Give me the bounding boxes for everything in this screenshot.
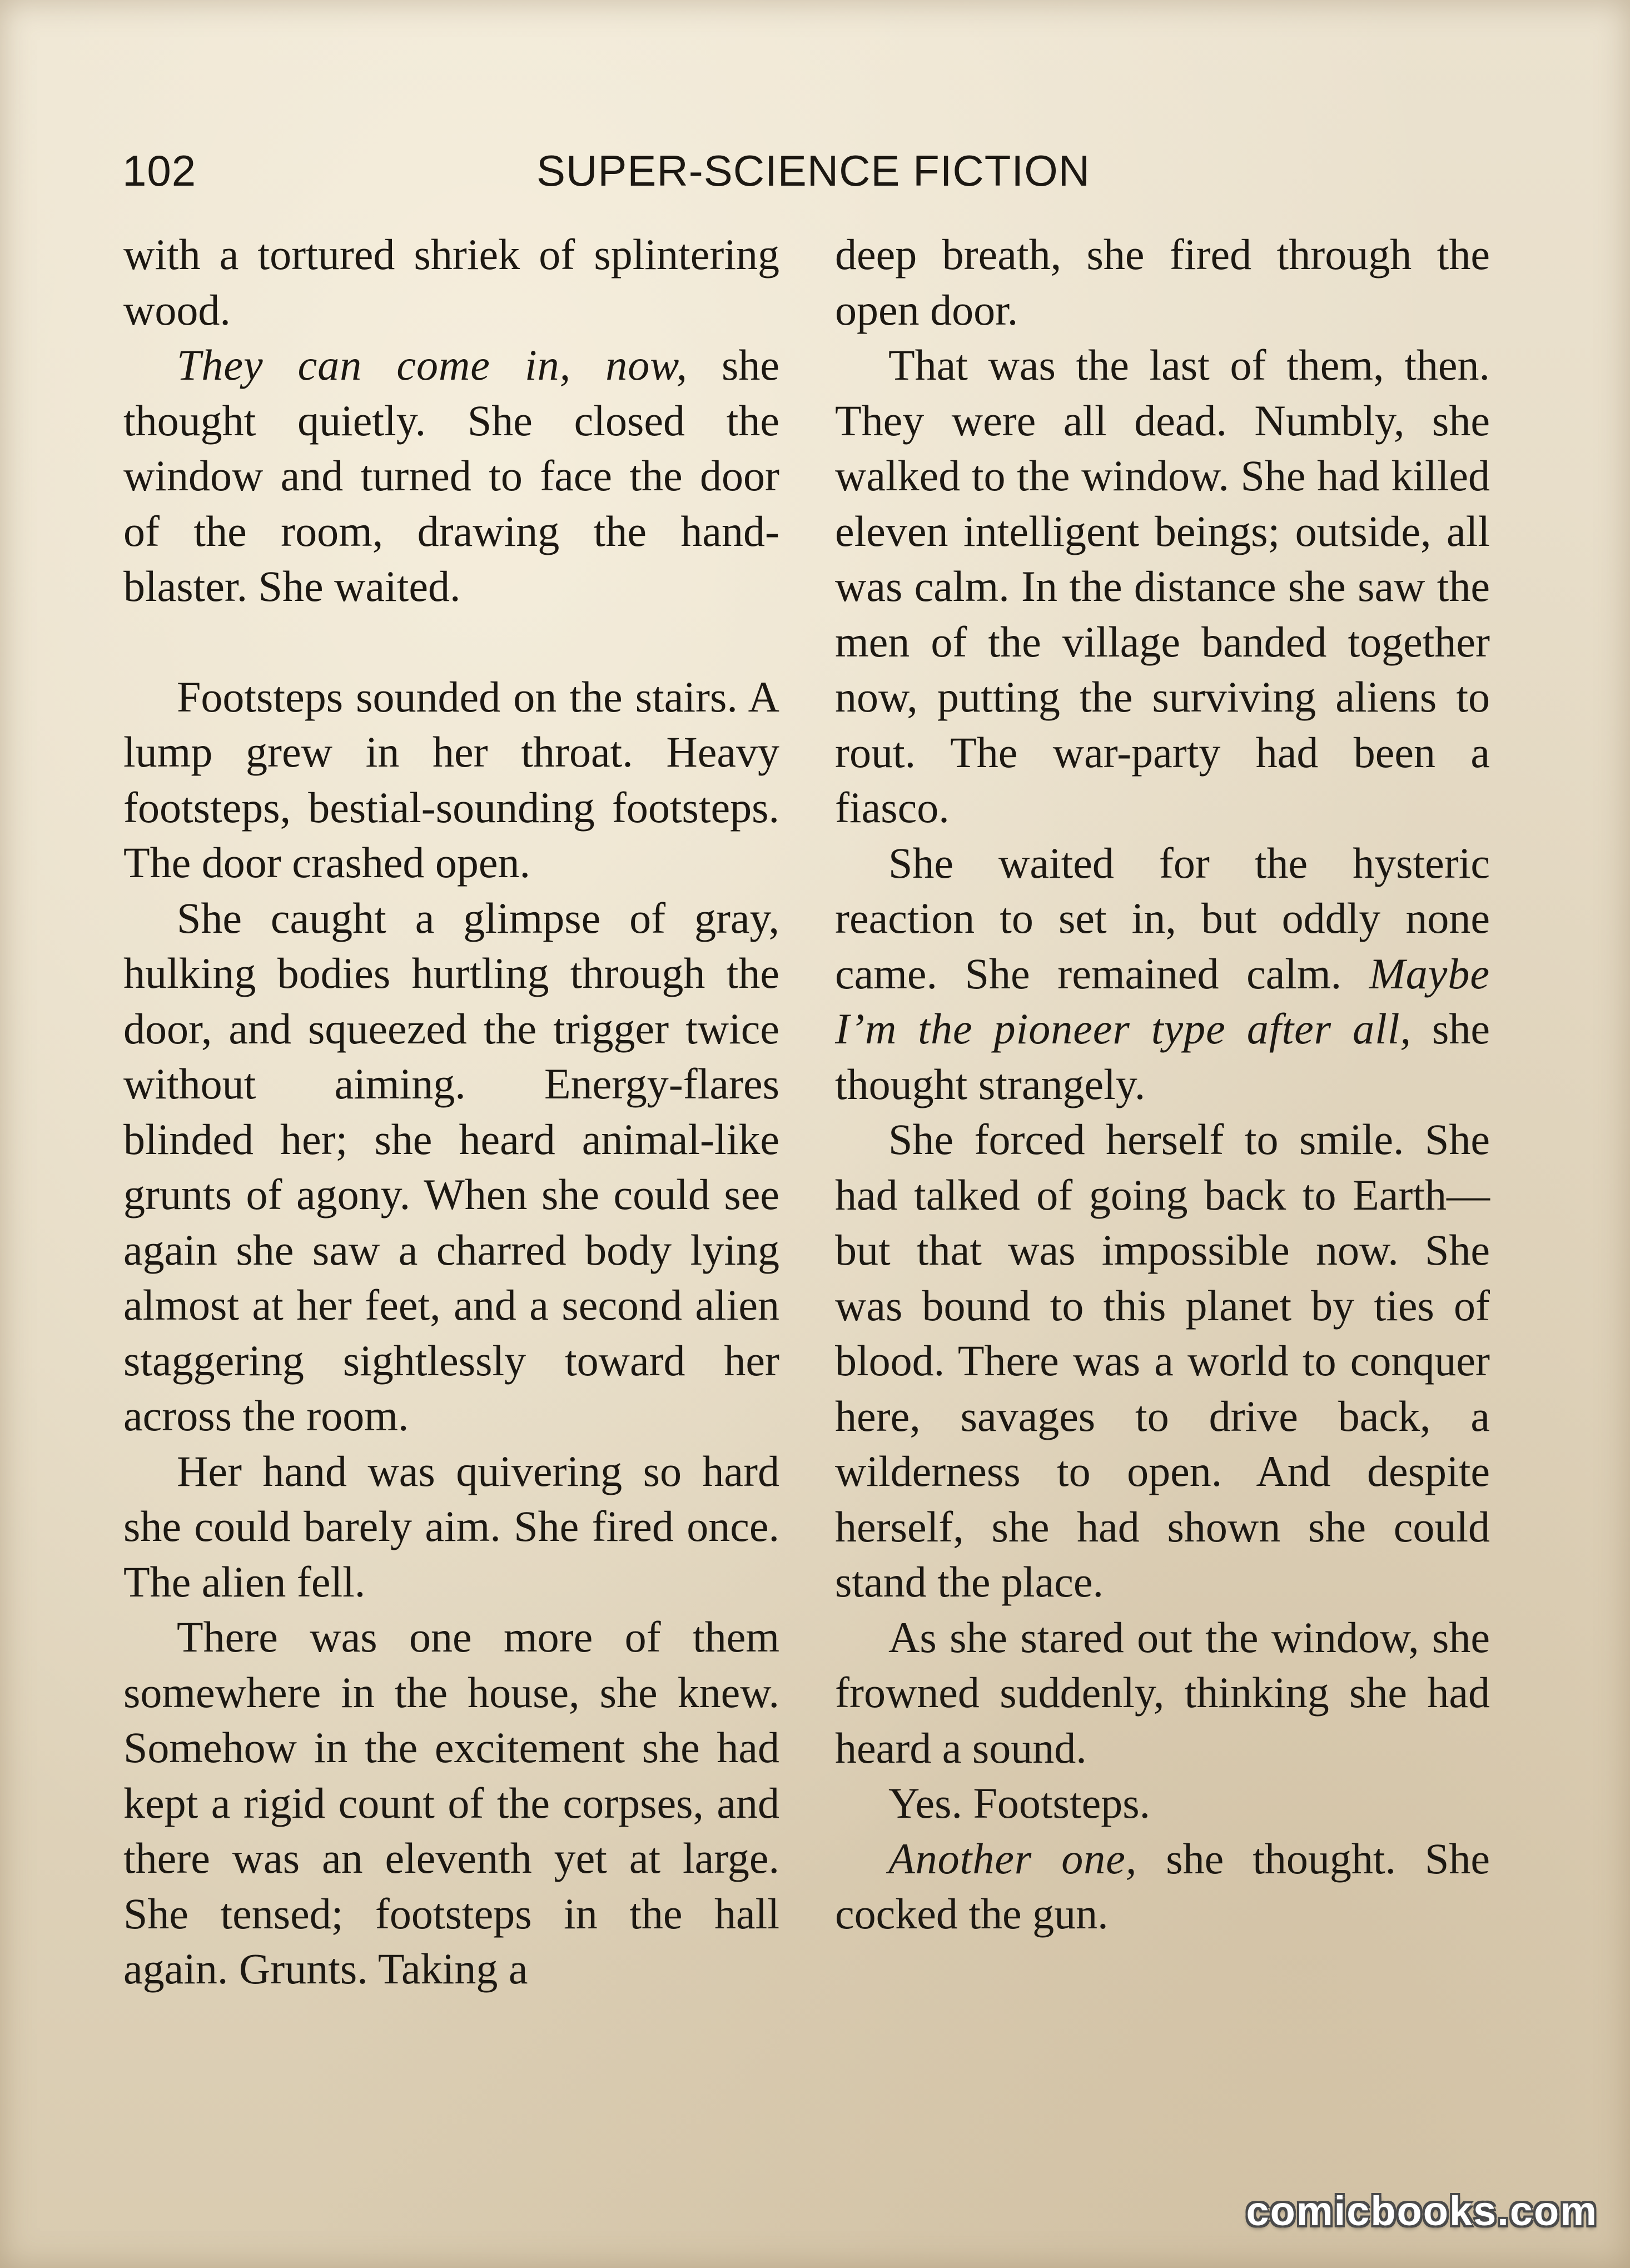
paragraph-text: she thought. She cocked the gun. (835, 1834, 1490, 1938)
section-break (123, 614, 779, 669)
paragraph (835, 835, 1490, 1112)
paragraph (835, 1831, 1490, 1942)
paragraph: Yes. Footsteps. (888, 1779, 1151, 1827)
italic-thought: Maybe I’m the pioneer type after all, (835, 949, 1490, 1053)
paragraph: There was one more of them somewhere in the house, she knew. Somehow in the excitement she had kept a rigid count of the corpses, and there was an eleventh yet at large. She tensed; footsteps in the hall again. Grunts. Taking a (123, 1613, 779, 1993)
paragraph: She caught a glimpse of gray, hulking bodies hurtling through the door, and squeezed the trigger twice without aiming. Energy-flares blinded her; she heard animal-like grunts of agony. When she could see again she saw a charred body lying almost at her feet, and a second alien staggering sightlessly toward her across the room. (123, 893, 779, 1440)
paragraph: deep breath, she fired through the open door. (835, 230, 1490, 334)
running-title: SUPER-SCIENCE FICTION (536, 146, 1091, 195)
paragraph: She forced herself to smile. She had talked of going back to Earth—but that was impossible now. She was bound to this planet by ties of blood. There was a world to conquer here, savages to drive back, a wilderness to open. And despite herself, she had shown she could stand the place. (835, 1115, 1490, 1606)
paragraph-text: she thought quietly. She closed the window and turned to face the door of the room, drawing the hand-blaster. She waited. (123, 341, 780, 610)
paragraph: Footsteps sounded on the stairs. A lump grew in her throat. Heavy footsteps, bestial-sounding footsteps. The door crashed open. (123, 672, 779, 887)
paragraph-text: She waited for the hysteric reaction to set in, but oddly none came. She remained calm. (835, 838, 1490, 998)
italic-thought: They can come in, now, (177, 341, 688, 389)
paragraph-text: she thought strangely. (835, 1004, 1490, 1108)
watermark-logo: comicbooks.com (1246, 2188, 1598, 2234)
page-header (122, 146, 1495, 212)
italic-thought: Another one, (888, 1834, 1137, 1883)
paragraph: with a tortured shriek of splintering wood. (123, 230, 779, 334)
right-column (835, 227, 1490, 1942)
left-column (123, 227, 779, 1997)
page-number: 102 (122, 146, 197, 195)
paragraph (123, 337, 779, 614)
paragraph: Her hand was quivering so hard she could barely aim. She fired once. The alien fell. (123, 1446, 779, 1606)
paragraph: As she stared out the window, she frowned suddenly, thinking she had heard a sound. (835, 1613, 1490, 1772)
paragraph: That was the last of them, then. They were all dead. Numbly, she walked to the window. She had killed eleven intelligent beings; outside, all was calm. In the distance she saw the men of the village banded together now, putting the surviving aliens to rout. The war-party had been a fiasco. (835, 341, 1490, 832)
